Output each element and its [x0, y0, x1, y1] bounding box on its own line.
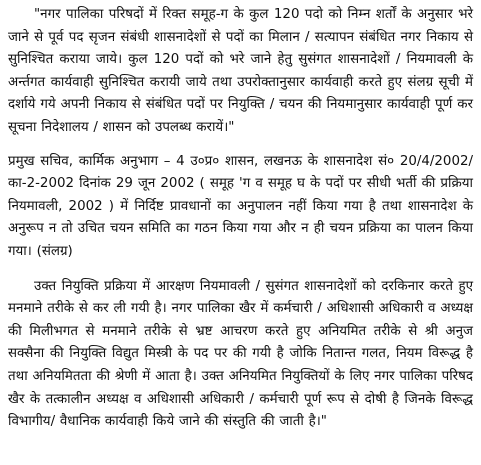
- paragraph-text: "नगर पालिका परिषदों में रिक्त समूह-ग के कुल 120 पदो को निम्न शर्तों के अनुसार भरे जाने से पूर्व पद सृजन संबंधी शासनादेशों से पदों का मिलान / सत्यापन संबंधित नगर निकाय से सुनिश्चित कराया जाये। कुल 120 पदों को भरे जाने हेतु सुसंगत शासनादेशों / नियमावली के अर्न्तगत कार्यवाही सुनिश्चित करायी जाये तथा उपरोक्तानुसार कार्यवाही करते हुए संलग्र सूची में दर्शाये गये अपनी निकाय से संबंधित पदों पर नियुक्ति / चयन की नियमानुसार कार्यवाही पूर्ण कर सूचना निदेशालय / शासन को उपलब्ध करायें।": [8, 7, 473, 135]
- paragraph-text: प्रमुख सचिव, कार्मिक अनुभाग – 4 उ०प्र० शासन, लखनऊ के शासनादेश सं० 20/4/2002/का-2-2002 दिनांक 29 जून 2002 ( समूह 'ग व समूह घ के पदों पर सीधी भर्ती की प्रक्रिया नियमावली, 2002 ) में निर्दिष्ट प्रावधानों का अनुपालन नहीं किया गया है तथा शासनादेश के अनुरूप न तो उचित चयन समिति का गठन किया गया और न ही चयन प्रक्रिया का पालन किया गया। (संलग्र): [8, 153, 473, 259]
- paragraph-government-order: [8, 151, 473, 264]
- paragraph-quoted-directive: [8, 4, 473, 140]
- paragraph-appointment-finding: [8, 276, 473, 434]
- paragraph-text: उक्त नियुक्ति प्रक्रिया में आरक्षण नियमावली / सुसंगत शासनादेशों को दरकिनार करते हुए मनमाने तरीके से कर ली गयी है। नगर पालिका खैर में कर्मचारी / अधिशासी अधिकारी व अध्यक्ष की मिलीभगत से मनमाने तरीके से भ्रष्ट आचरण करते हुए अनियमित तरीके से श्री अनुज सक्सैना की नियुक्ति विद्युत मिस्त्री के पद पर की गयी है जोकि नितान्त गलत, नियम विरूद्ध है तथा अनियमितता की श्रेणी में आता है। उक्त अनियमित नियुक्तियों के लिए नगर पालिका परिषद खैर के तत्कालीन अध्यक्ष व अधिशासी अधिकारी / कर्मचारी पूर्ण रूप से दोषी है जिनके विरूद्ध विभागीय/ वैधानिक कार्यवाही किये जाने की संस्तुति की जाती है।": [8, 278, 473, 430]
